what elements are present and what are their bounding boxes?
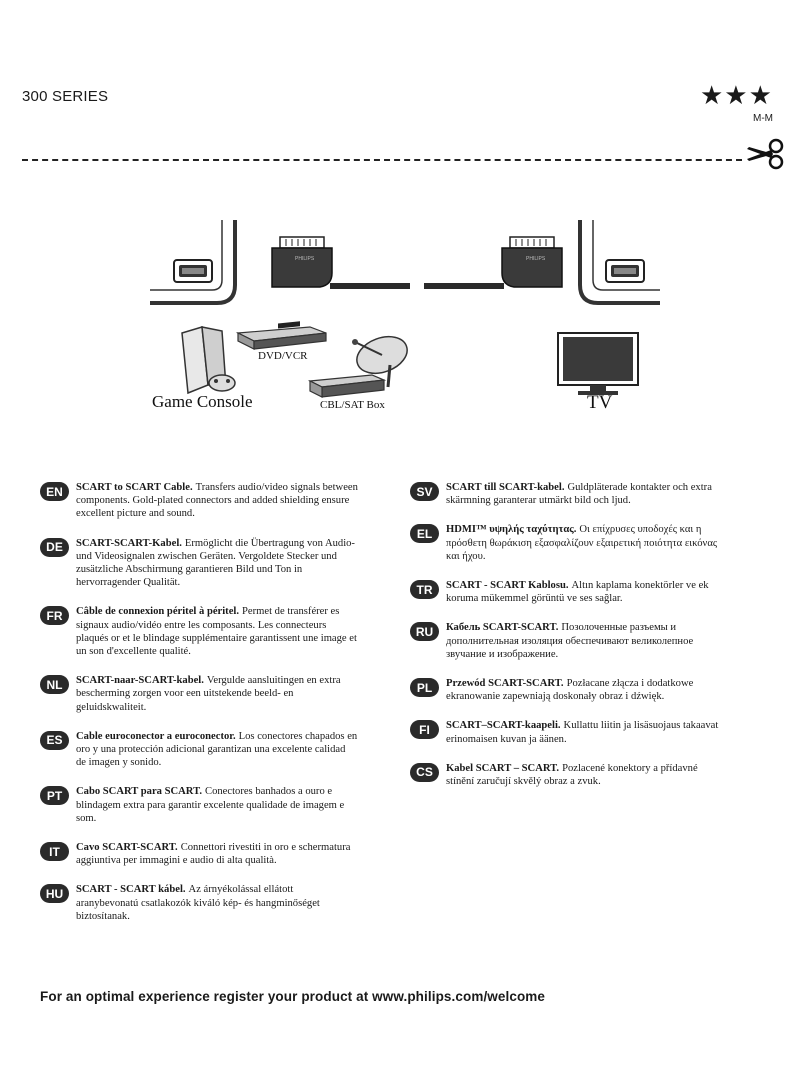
entry-title: Кабель SCART-SCART.: [446, 622, 559, 634]
lang-badge: TR: [410, 580, 439, 599]
lang-badge: FR: [40, 606, 69, 625]
entry-body: Pozłacane złącza i dodatkowe ekranowanie zapewniają doskonały obraz i dźwięk.: [446, 678, 694, 703]
connection-diagram: [150, 215, 660, 400]
entry-body: Позолоченные разъемы и дополнительная изоляция обеспечивают великолепное звучание и изображение.: [446, 622, 694, 660]
lang-entry-pl: [410, 677, 728, 703]
left-scart-plug: [272, 237, 410, 289]
entry-body: Transfers audio/video signals between components. Gold-plated connectors and added shielding ensure excellent picture and sound.: [76, 482, 358, 520]
lang-badge: NL: [40, 675, 69, 694]
entry-title: SCART-naar-SCART-kabel.: [76, 675, 204, 687]
cbl-sat-box-icon: [310, 375, 384, 397]
entry-body: Kullattu liitin ja lisäsuojaus takaavat erinomaisen kuvan ja äänen.: [446, 720, 719, 745]
game-console-label: Game Console: [152, 392, 253, 411]
lang-entry-it: [40, 841, 358, 867]
tv-label: TV: [587, 392, 613, 413]
language-column-left: [40, 481, 358, 923]
entry-body: Conectores banhados a ouro e blindagem extra para garantir excelente qualidade de imagem e som.: [76, 786, 345, 824]
series-title: 300 SERIES: [22, 88, 109, 105]
lang-badge: EL: [410, 524, 439, 543]
entry-body: Ermöglicht die Übertragung von Audio- und Videosignalen zwischen Geräten. Vergoldete Stecker und zusätzliche Abschirmung garantieren Bild und Ton in hervorragender Qualität.: [76, 537, 355, 589]
lang-badge: DE: [40, 538, 69, 557]
brand-label: PHILIPS: [526, 256, 546, 262]
dvd-vcr-label: DVD/VCR: [258, 350, 308, 362]
dvd-vcr-icon: [238, 321, 326, 349]
entry-title: Kabel SCART – SCART.: [446, 762, 560, 774]
lang-entry-fr: [40, 605, 358, 658]
entry-title: SCART-SCART-Kabel.: [76, 537, 182, 549]
entry-title: Cabo SCART para SCART.: [76, 786, 203, 798]
lang-entry-en: [40, 481, 358, 521]
rating-code: M-M: [753, 113, 773, 124]
lang-entry-sv: [410, 481, 728, 507]
language-column-right: [410, 481, 728, 788]
lang-entry-es: [40, 730, 358, 770]
entry-title: SCART to SCART Cable.: [76, 482, 193, 493]
entry-body: Guldpläterade kontakter och extra skärmning garanterar utmärkt bild och ljud.: [446, 482, 712, 507]
entry-title: SCART–SCART-kaapeli.: [446, 720, 561, 732]
lang-entry-hu: [40, 883, 358, 923]
cbl-sat-label: CBL/SAT Box: [320, 399, 385, 411]
lang-badge: PT: [40, 786, 69, 805]
entry-title: SCART - SCART Kablosu.: [446, 580, 569, 592]
lang-badge: ES: [40, 731, 69, 750]
right-device-panel: [580, 220, 660, 303]
entry-body: Connettori rivestiti in oro e schermatura aggiuntiva per immagini e audio di alta qualità.: [76, 842, 351, 867]
lang-badge: IT: [40, 842, 69, 861]
entry-body: Pozlacené konektory a přídavné stínění zaručují skvělý obraz a zvuk.: [446, 762, 698, 788]
lang-badge: SV: [410, 482, 439, 501]
entry-body: Altın kaplama konektörler ve ek koruma mükemmel görüntü ve ses sağlar.: [446, 580, 709, 605]
lang-badge: FI: [410, 720, 439, 739]
lang-badge: RU: [410, 622, 439, 641]
lang-badge: EN: [40, 482, 69, 501]
entry-title: Cable euroconector a euroconector.: [76, 730, 236, 742]
game-console-icon: [182, 327, 235, 393]
registration-footer: For an optimal experience register your product at www.philips.com/welcome: [40, 989, 546, 1004]
right-scart-plug: [424, 237, 562, 289]
entry-title: Cavo SCART-SCART.: [76, 842, 178, 854]
entry-body: Οι επίχρυσες υποδοχές και η πρόσθετη θωράκιση εξασφαλίζουν εξαιρετική ποιότητα εικόνας και ήχου.: [446, 524, 718, 562]
entry-body: Az árnyékolással ellátott aranybevonatú csatlakozók kiváló kép- és hangminőséget biztosítanak.: [76, 884, 320, 922]
lang-entry-el: [410, 523, 728, 563]
lang-entry-ru: [410, 621, 728, 661]
entry-body: Vergulde aansluitingen en extra bescherming zorgen voor een uitstekende beeld- en geluidskwaliteit.: [76, 675, 341, 713]
lang-entry-cs: [410, 762, 728, 788]
entry-title: Câble de connexion péritel à péritel.: [76, 606, 240, 618]
tv-icon: [558, 333, 638, 395]
lang-entry-pt: [40, 785, 358, 825]
left-device-panel: [150, 220, 235, 303]
lang-badge: PL: [410, 678, 439, 697]
entry-body: Permet de transférer es signaux audio/vidéo entre les composants. Les connecteurs plaqués or et le blindage supplémentaire garantissent une image et un son d'excellente qualité.: [76, 606, 357, 658]
lang-entry-nl: [40, 674, 358, 714]
star-rating: ★★★: [700, 80, 773, 110]
lang-badge: HU: [40, 884, 69, 903]
entry-title: SCART till SCART-kabel.: [446, 482, 565, 493]
entry-title: HDMI™ υψηλής ταχύτητας.: [446, 524, 577, 536]
scissors-icon: [745, 137, 787, 171]
lang-entry-tr: [410, 579, 728, 605]
cut-line: [22, 159, 742, 161]
entry-title: SCART - SCART kábel.: [76, 884, 186, 896]
lang-badge: CS: [410, 763, 439, 782]
entry-title: Przewód SCART-SCART.: [446, 678, 564, 690]
entry-body: Los conectores chapados en oro y una protección adicional garantizan una excelente calidad de imagen y sonido.: [76, 730, 358, 769]
brand-label: PHILIPS: [295, 256, 315, 262]
lang-entry-fi: [410, 719, 728, 745]
lang-entry-de: [40, 537, 358, 590]
